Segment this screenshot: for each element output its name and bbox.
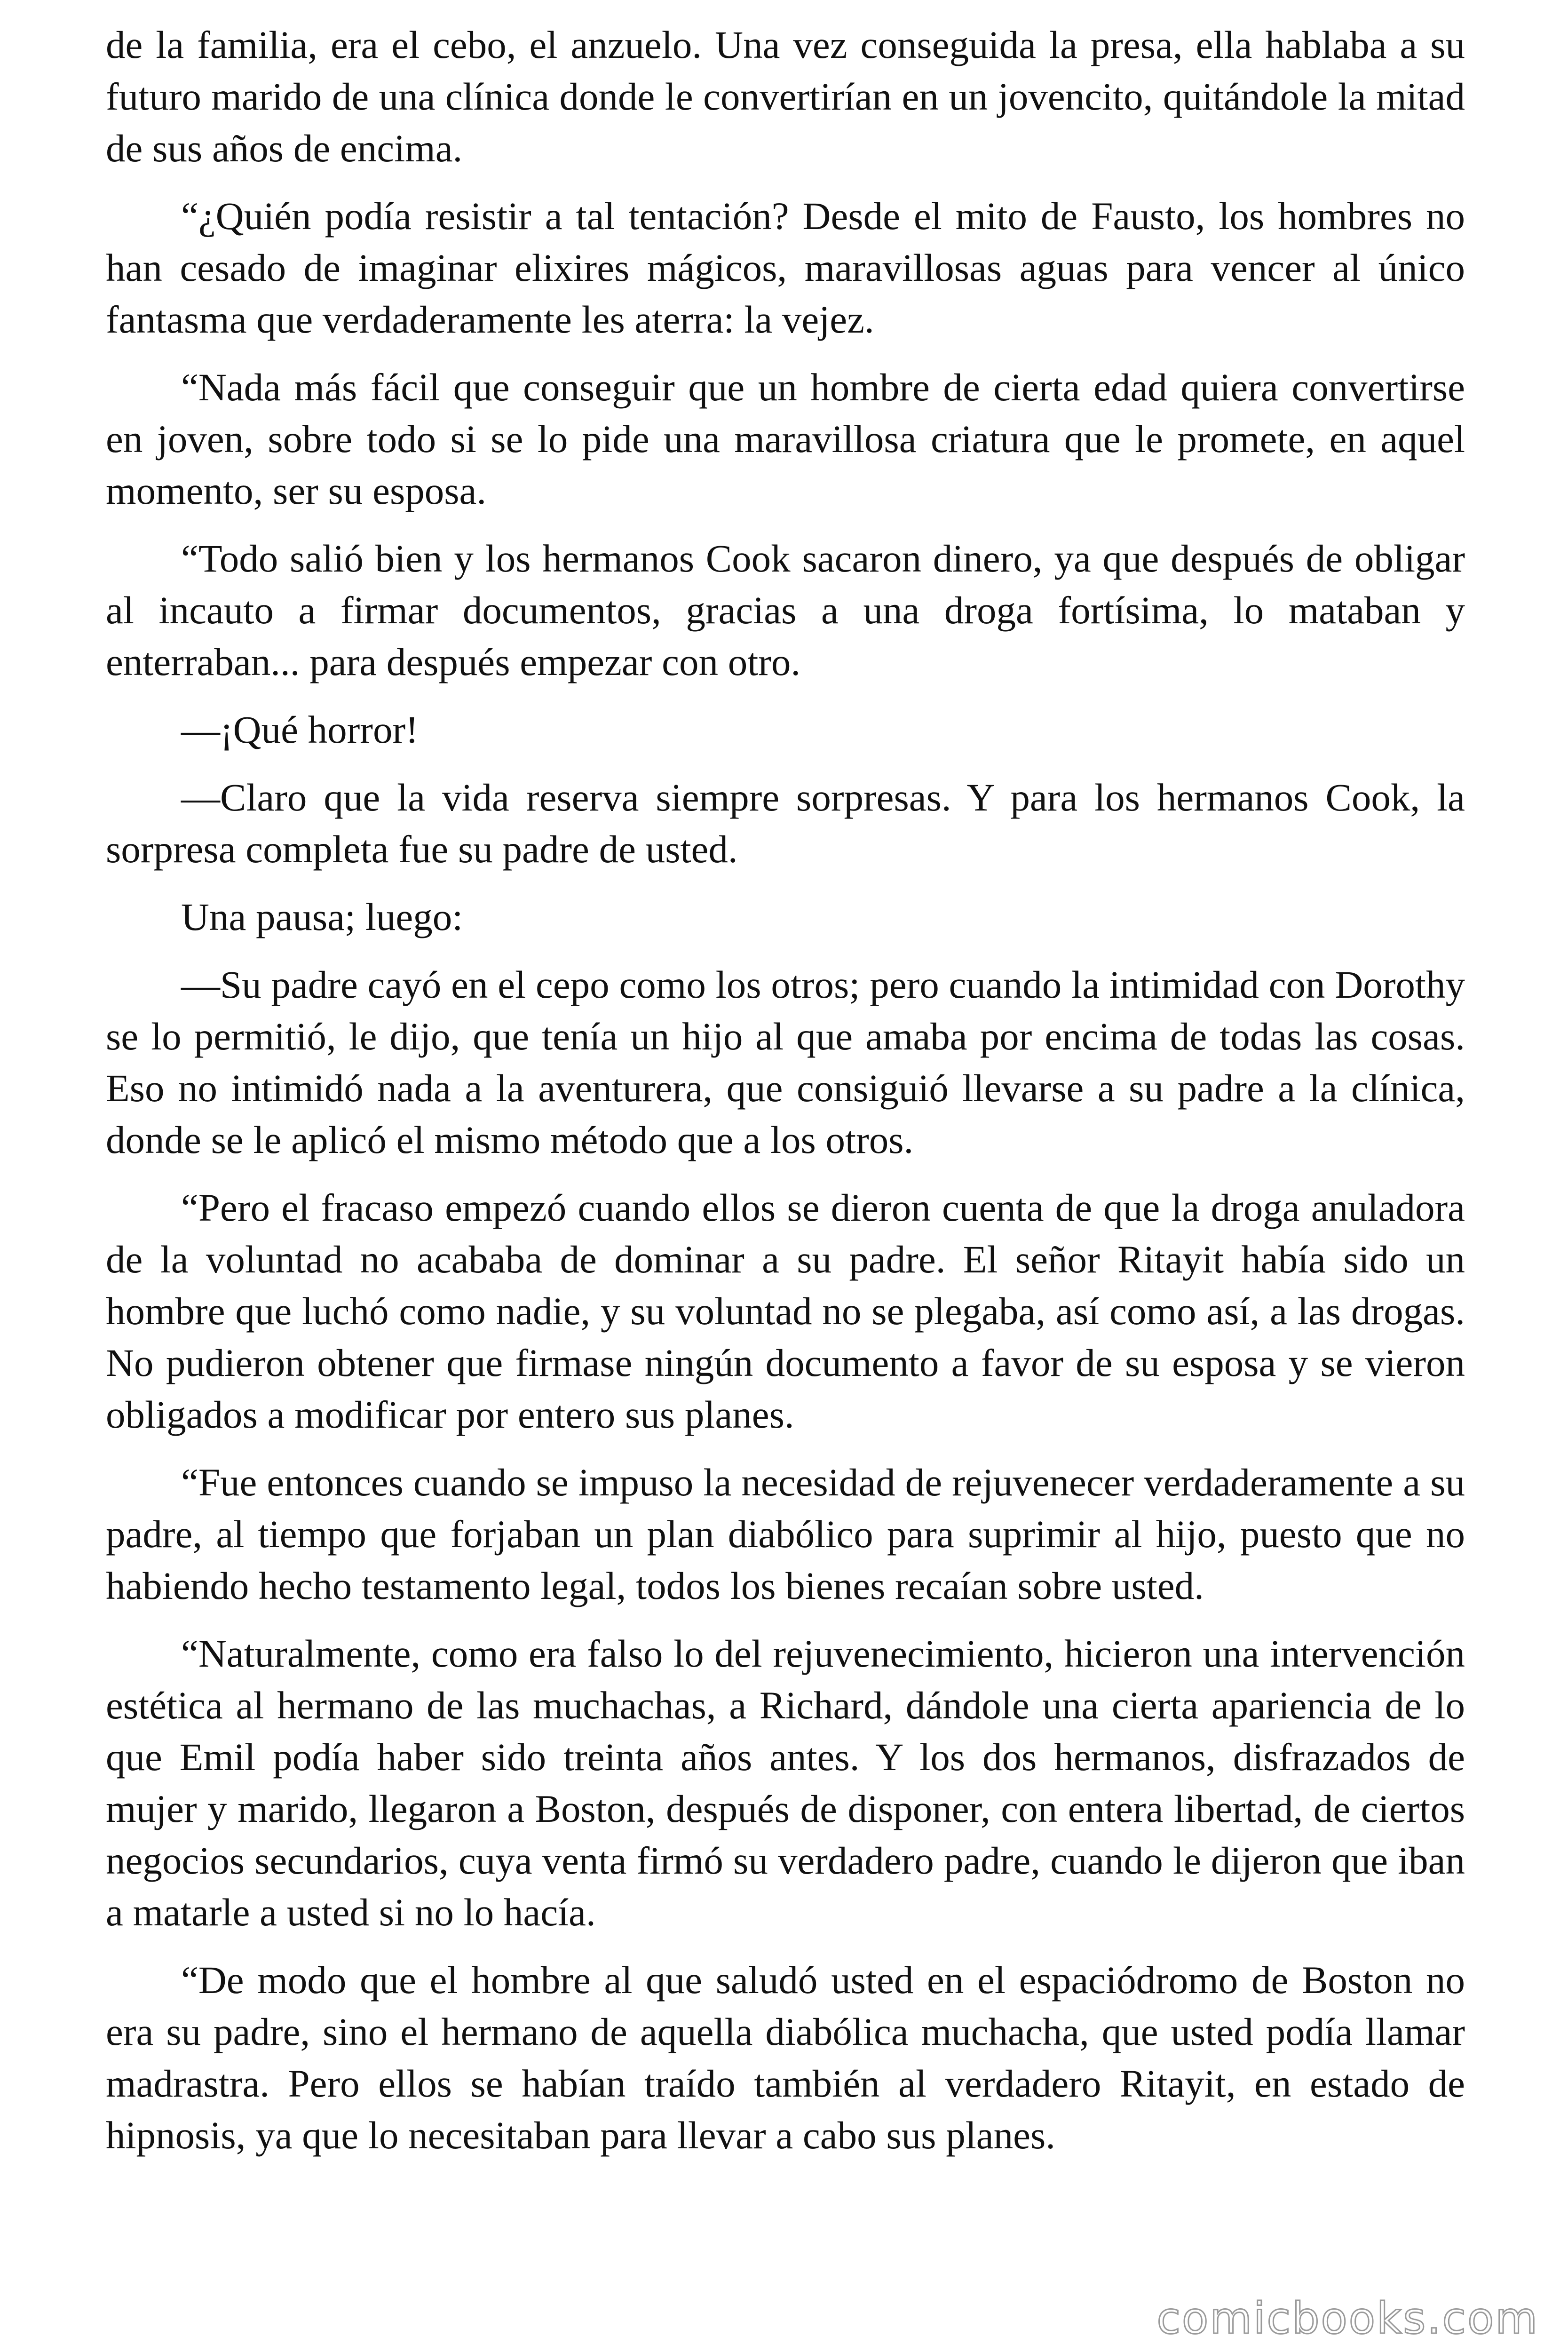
paragraph: —Claro que la vida reserva siempre sorpresas. Y para los hermanos Cook, la sorpresa completa fue su padre de usted. (106, 776, 1465, 871)
paragraph: de la familia, era el cebo, el anzuelo. Una vez conseguida la presa, ella hablaba a su futuro marido de una clínica donde le convertirían en un jovencito, quitándole la mitad de sus años de encima. (106, 23, 1465, 170)
paragraph: “De modo que el hombre al que saludó usted en el espaciódromo de Boston no era su padre, sino el hermano de aquella diabólica muchacha, que usted podía llamar madrastra. Pero ellos se habían traído también al verdadero Ritayit, en estado de hipnosis, ya que lo necesitaban para llevar a cabo sus planes. (106, 1958, 1465, 2157)
paragraph: Una pausa; luego: (181, 895, 463, 938)
paragraph: —Su padre cayó en el cepo como los otros; pero cuando la intimidad con Dorothy se lo permitió, le dijo, que tenía un hijo al que amaba por encima de todas las cosas. Eso no intimidó nada a la aventurera, que consiguió llevarse a su padre a la clínica, donde se le aplicó el mismo método que a los otros. (106, 963, 1465, 1161)
paragraph: “¿Quién podía resistir a tal tentación? Desde el mito de Fausto, los hombres no han cesado de imaginar elixires mágicos, maravillosas aguas para vencer al único fantasma que verdaderamente les aterra: la vejez. (106, 194, 1465, 341)
paragraph: “Fue entonces cuando se impuso la necesidad de rejuvenecer verdaderamente a su padre, al tiempo que forjaban un plan diabólico para suprimir al hijo, puesto que no habiendo hecho testamento legal, todos los bienes recaían sobre usted. (106, 1461, 1465, 1607)
paragraph: “Todo salió bien y los hermanos Cook sacaron dinero, ya que después de obligar al incauto a firmar documentos, gracias a una droga fortísima, lo mataban y enterraban... para después empezar con otro. (106, 537, 1465, 683)
paragraph: —¡Qué horror! (181, 708, 419, 751)
document-page (106, 19, 1465, 2177)
watermark: comicbooks.com (1156, 2293, 1539, 2344)
paragraph: “Naturalmente, como era falso lo del rejuvenecimiento, hicieron una intervención estética al hermano de las muchachas, a Richard, dándole una cierta apariencia de lo que Emil podía haber sido treinta años antes. Y los dos hermanos, disfrazados de mujer y marido, llegaron a Boston, después de disponer, con entera libertad, de ciertos negocios secundarios, cuya venta firmó su verdadero padre, cuando le dijeron que iban a matarle a usted si no lo hacía. (106, 1632, 1465, 1934)
paragraph: “Nada más fácil que conseguir que un hombre de cierta edad quiera convertirse en joven, sobre todo si se lo pide una maravillosa criatura que le promete, en aquel momento, ser su esposa. (106, 366, 1465, 512)
paragraph: “Pero el fracaso empezó cuando ellos se dieron cuenta de que la droga anuladora de la voluntad no acababa de dominar a su padre. El señor Ritayit había sido un hombre que luchó como nadie, y su voluntad no se plegaba, así como así, a las drogas. No pudieron obtener que firmase ningún documento a favor de su esposa y se vieron obligados a modificar por entero sus planes. (106, 1186, 1465, 1436)
